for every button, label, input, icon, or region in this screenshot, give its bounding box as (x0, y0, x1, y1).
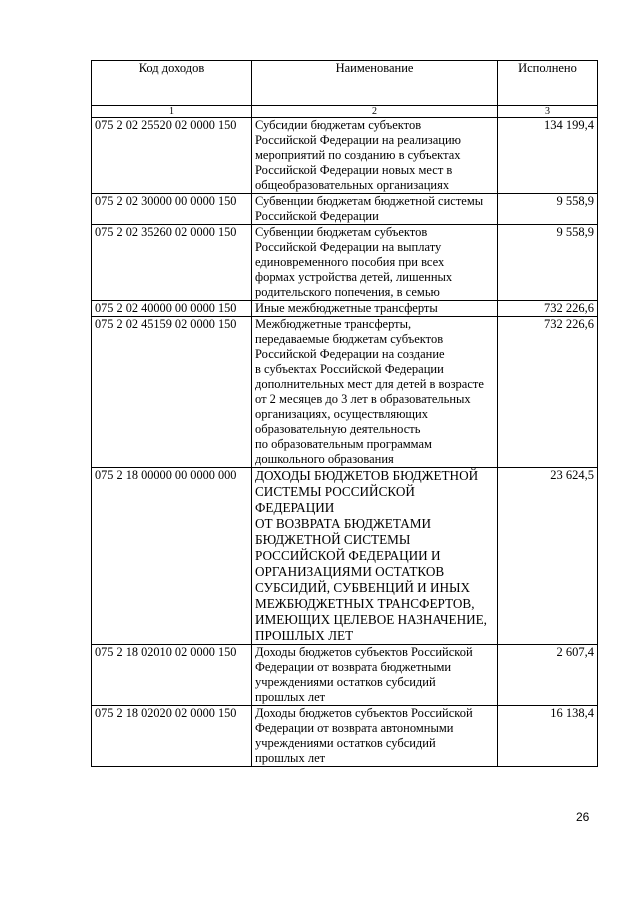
executed-amount: 9 558,9 (498, 194, 598, 225)
table-row (92, 468, 598, 645)
revenue-name: Субвенции бюджетам бюджетной системы Российской Федерации (252, 194, 498, 225)
revenue-code: 075 2 02 35260 02 0000 150 (92, 225, 252, 301)
table-row (92, 706, 598, 767)
executed-amount: 23 624,5 (498, 468, 598, 645)
column-number: 3 (498, 106, 598, 118)
table-row (92, 118, 598, 194)
column-number: 2 (252, 106, 498, 118)
revenue-name: Иные межбюджетные трансферты (252, 301, 498, 317)
header-sum: Исполнено (498, 61, 598, 106)
revenue-code: 075 2 02 45159 02 0000 150 (92, 317, 252, 468)
revenue-name: Доходы бюджетов субъектов Российской Федерации от возврата автономными учреждениями остатков субсидий прошлых лет (252, 706, 498, 767)
column-number-row (92, 106, 598, 118)
page-number: 26 (576, 810, 590, 824)
revenue-code: 075 2 02 40000 00 0000 150 (92, 301, 252, 317)
revenue-name: ДОХОДЫ БЮДЖЕТОВ БЮДЖЕТНОЙ СИСТЕМЫ РОССИЙСКОЙ ФЕДЕРАЦИИ ОТ ВОЗВРАТА БЮДЖЕТАМИ БЮДЖЕТНОЙ СИСТЕМЫ РОССИЙСКОЙ ФЕДЕРАЦИИ И ОРГАНИЗАЦИЯМИ ОСТАТКОВ СУБСИДИЙ, СУБВЕНЦИЙ И ИНЫХ МЕЖБЮДЖЕТНЫХ ТРАНСФЕРТОВ, ИМЕЮЩИХ ЦЕЛЕВОЕ НАЗНАЧЕНИЕ, ПРОШЛЫХ ЛЕТ (252, 468, 498, 645)
table-body (92, 118, 598, 767)
executed-amount: 134 199,4 (498, 118, 598, 194)
revenue-code: 075 2 02 30000 00 0000 150 (92, 194, 252, 225)
revenue-name: Субвенции бюджетам субъектов Российской Федерации на выплату единовременного пособия при всех формах устройства детей, лишенных родительского попечения, в семью (252, 225, 498, 301)
revenue-name: Доходы бюджетов субъектов Российской Федерации от возврата бюджетными учреждениями остатков субсидий прошлых лет (252, 645, 498, 706)
executed-amount: 16 138,4 (498, 706, 598, 767)
revenue-table (91, 60, 598, 767)
executed-amount: 9 558,9 (498, 225, 598, 301)
executed-amount: 2 607,4 (498, 645, 598, 706)
revenue-code: 075 2 18 02020 02 0000 150 (92, 706, 252, 767)
revenue-code: 075 2 18 02010 02 0000 150 (92, 645, 252, 706)
column-number: 1 (92, 106, 252, 118)
table-row (92, 301, 598, 317)
executed-amount: 732 226,6 (498, 317, 598, 468)
header-code: Код доходов (92, 61, 252, 106)
executed-amount: 732 226,6 (498, 301, 598, 317)
table-row (92, 225, 598, 301)
revenue-name: Межбюджетные трансферты, передаваемые бюджетам субъектов Российской Федерации на создание в субъектах Российской Федерации дополнительных мест для детей в возрасте от 2 месяцев до 3 лет в образовательных организациях, осуществляющих образовательную деятельность по образовательным программам дошкольного образования (252, 317, 498, 468)
table-row (92, 645, 598, 706)
revenue-code: 075 2 02 25520 02 0000 150 (92, 118, 252, 194)
revenue-name: Субсидии бюджетам субъектов Российской Федерации на реализацию мероприятий по созданию в субъектах Российской Федерации новых мест в общеобразовательных организациях (252, 118, 498, 194)
header-name: Наименование (252, 61, 498, 106)
table-header-row (92, 61, 598, 106)
table-row (92, 194, 598, 225)
revenue-code: 075 2 18 00000 00 0000 000 (92, 468, 252, 645)
table-row (92, 317, 598, 468)
